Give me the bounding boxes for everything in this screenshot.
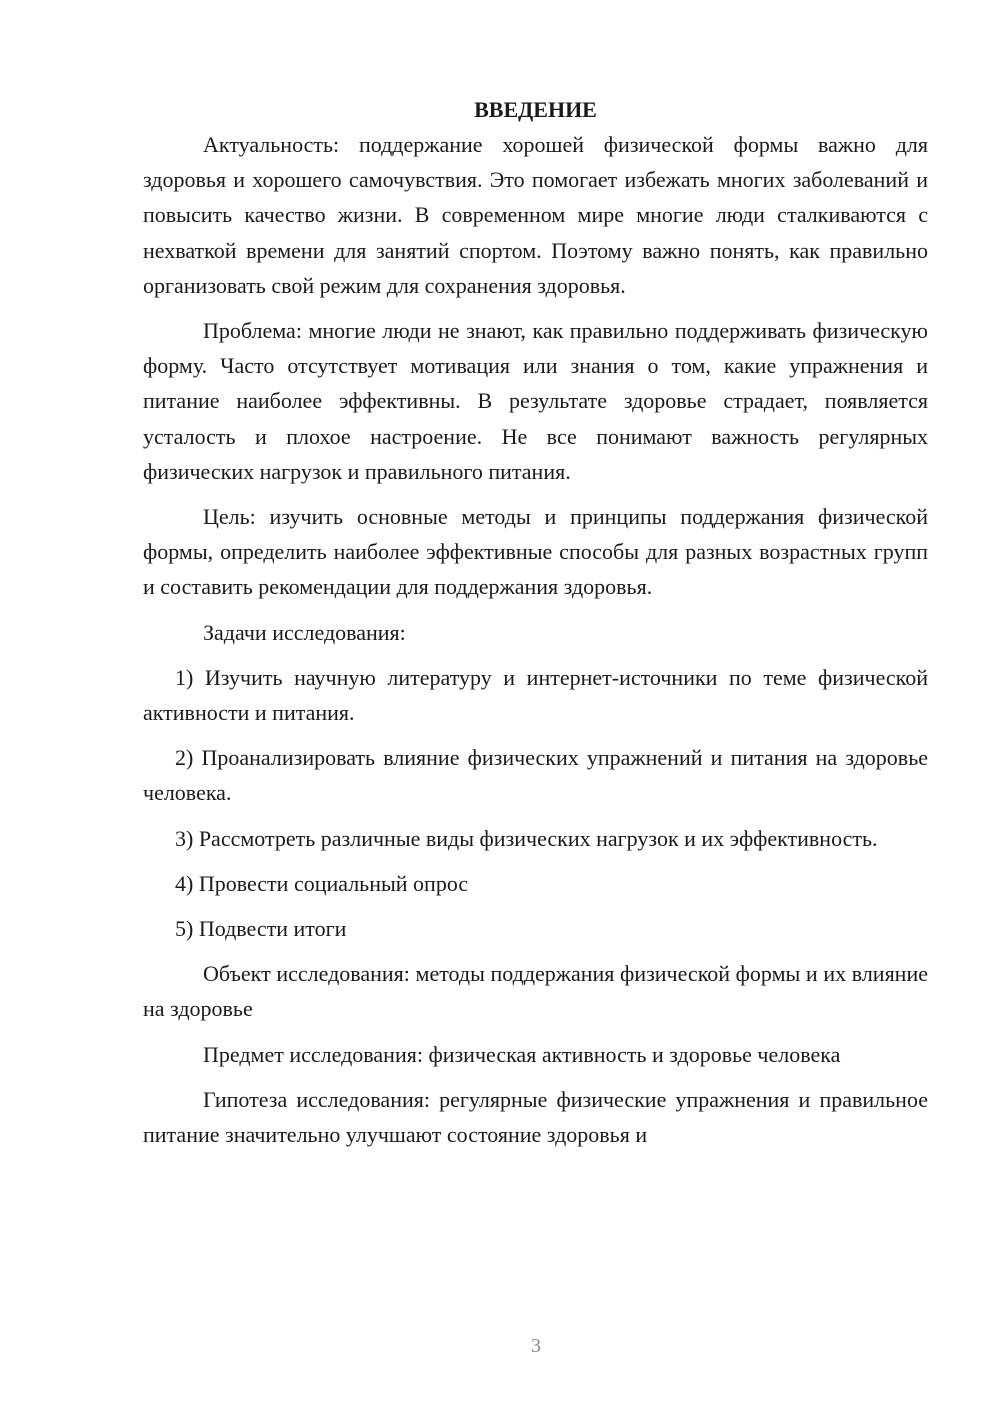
task-item-2: 2) Проанализировать влияние физических упражнений и питания на здоровье человека. bbox=[143, 745, 928, 806]
hypothesis-paragraph: Гипотеза исследования: регулярные физические упражнения и правильное питание значительно улучшают состояние здоровья и bbox=[143, 1086, 928, 1148]
tasks-heading: Задачи исследования: bbox=[203, 619, 406, 645]
relevance-paragraph: Актуальность: поддержание хорошей физической формы важно для здоровья и хорошего самочувствия. Это помогает избежать многих заболеваний и повысить качество жизни. В современном мире многие люди сталкиваются с нехваткой времени для занятий спортом. Поэтому важно понять, как правильно организовать свой режим для сохранения здоровья. bbox=[143, 132, 928, 298]
object-paragraph: Объект исследования: методы поддержания физической формы и их влияние на здоровье bbox=[143, 961, 928, 1022]
section-heading: ВВЕДЕНИЕ bbox=[474, 97, 597, 122]
task-item-5: 5) Подвести итоги bbox=[175, 916, 347, 942]
page-number: 3 bbox=[531, 1335, 541, 1357]
task-item-1: 1) Изучить научную литературу и интернет-источники по теме физической активности и питания. bbox=[143, 664, 928, 726]
task-item-4: 4) Провести социальный опрос bbox=[175, 870, 469, 896]
subject-paragraph: Предмет исследования: физическая активность и здоровье человека bbox=[203, 1041, 841, 1067]
problem-paragraph: Проблема: многие люди не знают, как правильно поддерживать физическую форму. Часто отсутствует мотивация или знания о том, какие упражнения и питание наиболее эффективны. В результате здоровье страдает, появляется усталость и плохое настроение. Не все понимают важность регулярных физических нагрузок и правильного питания. bbox=[143, 318, 928, 484]
goal-paragraph: Цель: изучить основные методы и принципы поддержания физической формы, определить наиболее эффективные способы для разных возрастных групп и составить рекомендации для поддержания здоровья. bbox=[143, 504, 928, 600]
task-item-3: 3) Рассмотреть различные виды физических нагрузок и их эффективность. bbox=[175, 825, 878, 851]
page-body bbox=[143, 92, 928, 1162]
